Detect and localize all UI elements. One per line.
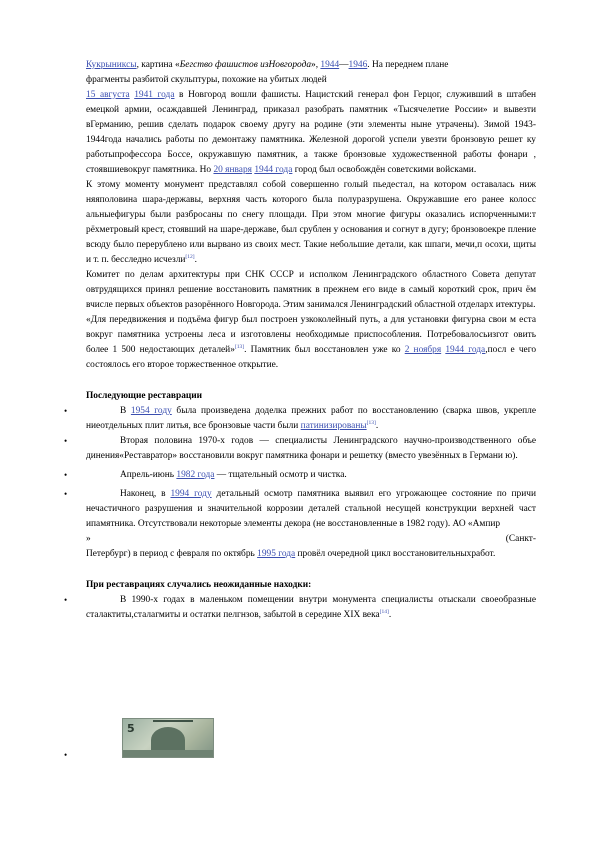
bullet-icon: • (64, 470, 68, 480)
link-year-1994[interactable]: 1994 году (170, 489, 212, 499)
paragraph-text: ,посл е чего состоялось его второе торжественное открытие. (86, 345, 537, 370)
bullet-icon: • (64, 436, 68, 446)
caption-line2: фрагменты разбитой скульптуры, похожие на убитых людей (86, 75, 327, 85)
intro-caption (86, 58, 536, 88)
document-body (64, 58, 537, 623)
banknote-image (122, 718, 214, 758)
item-text: провёл очередной цикл восстановительныхработ. (295, 549, 496, 559)
paragraph-text: К этому моменту монумент представлял собой совершенно голый пьедестал, на котором оставалась ниж няяполовина шара-державы, верхняя часть которого была полуразрушена. Окружавшие его ранее колосс альныефигуры были разбросаны по снегу площади. При этом многие фигуры оказались испорченными:т рёхметровый крест, стоявший на шаре-державе, был срублен у основания и согнут в дугу; бронзовоекре пление всюду было перерублено или вырвано из своих мест. Такие небольшие детали, как шпаги, мечи,п осохи, щиты и т. п. бесследно исчезли (86, 180, 536, 265)
link-year-1944-reopening[interactable]: 1944 года (445, 345, 486, 355)
paragraph-text: Комитет по делам архитектуры при СНК СССР и исполком Ленинградского областного Совета депутат овтрудящихся принял решение восстановить памятник в прежнем его виде в самый короткий срок, прич ём вчисле первых объектов разорённого Новгорода. Этим занимался Ленинградский областной отделарх итектуры. (86, 270, 536, 310)
item-text: детальный осмотр памятника выявил его угрожающее состояние по причи нечастичного разрушения и значительной коррозии деталей стальной несущей конструкции верхней част ипамятника. Отсутствовали некоторые элементы декора (не восстановленные в 1982 году). АО «Ампир (86, 489, 536, 529)
item-text: — тщательный осмотр и чистка. (214, 470, 347, 480)
bullet-icon: • (64, 595, 68, 605)
link-year-1944[interactable]: 1944 (320, 60, 340, 70)
link-august-15[interactable]: 15 августа (86, 90, 130, 100)
link-year-1944-liberation[interactable]: 1944 года (254, 165, 293, 175)
paragraph-restoration-quote (86, 313, 536, 373)
paragraph-text: в Новгород вошли фашисты. Нацистский генерал фон Герцог, служивший в штабен емецкой армии, осаждавшей Ленинград, приказал разобрать памятник «Тысячелетие России» и вывезти вГерманию, решив сделать подарок своему другу на родине (эти элементы ныне утрачены). Зимой 1943-1944года начались работы по демонтажу памятника. Железной дорогой успели увезти бронзовую решет ку работыпрофессора Боссе, окружавшую памятник, а также бронзовые художественной работы фонари , стоявшиевокруг памятника. Но (86, 90, 536, 175)
link-november-2[interactable]: 2 ноября (404, 345, 442, 355)
item-text: . (375, 421, 379, 431)
link-kukryniksy[interactable]: Кукрыниксы (86, 60, 137, 70)
bullet-icon: • (64, 489, 68, 499)
item-text: Наконец, в (120, 489, 171, 499)
list-item (64, 487, 536, 562)
paragraph-text: . Памятник был восстановлен уже ко (244, 345, 405, 355)
footnote-link-13b[interactable]: [13] (366, 419, 376, 426)
paragraph-text: «Для передвижения и подъёма фигур был построен узкоколейный путь, а для установки фигурна свои м еста вокруг памятника устроены леса и изготовлены необходимые приспособления. Потребовалосьизгот овить более 1 500 недостающих деталей» (86, 315, 536, 355)
paragraph-committee (86, 268, 536, 313)
footnote-ref[interactable] (380, 609, 389, 615)
restorations-list (64, 404, 536, 562)
footnote-ref[interactable] (367, 420, 376, 426)
finds-list (64, 593, 536, 623)
link-year-1995[interactable]: 1995 года (257, 549, 296, 559)
link-january-20[interactable]: 20 января (213, 165, 252, 175)
link-year-1941[interactable]: 1941 года (134, 90, 175, 100)
item-text: . (388, 610, 392, 620)
banknote-denomination: 5 (127, 722, 135, 735)
item-text: была произведена доделка прежних работ по восстановлению (сварка швов, укрепле ниеотдельных плит литья, все бронзовые части были (86, 406, 536, 431)
footnote-link-13[interactable]: [13] (234, 343, 245, 350)
item-text: Апрель-июнь (120, 470, 177, 480)
banknote-header-stripe (153, 720, 193, 722)
item-text: В 1990-х годах в маленьком помещении внутри монумента специалисты отыскали своеобразные сталактиты,сталагмиты и остатки пелгнзов, забытой в середине XIX века (86, 595, 536, 620)
banknote-bottom-band (123, 750, 213, 757)
item-text: В (120, 406, 131, 416)
bullet-icon: • (64, 406, 68, 416)
list-item (64, 468, 536, 483)
caption-text: . На переднем плане (367, 60, 449, 70)
caption-text: », (311, 60, 321, 70)
footnote-ref[interactable] (185, 254, 194, 260)
paragraph-damage (86, 178, 536, 268)
list-item (64, 434, 536, 464)
heading-finds: При реставрациях случались неожиданные находки: (86, 580, 312, 590)
link-year-1982[interactable]: 1982 года (176, 470, 215, 480)
link-patinated[interactable]: патинизированы (300, 421, 367, 431)
caption-text: , картина « (136, 60, 180, 70)
footnote-ref[interactable] (235, 344, 244, 350)
city-text: (Санкт- (505, 534, 536, 544)
item-text: Петербург) в период с февраля по октябрь (86, 549, 258, 559)
heading-restorations: Последующие реставрации (86, 391, 203, 401)
quote-city-line (86, 532, 536, 547)
paragraph-occupation (86, 88, 536, 178)
caption-dash: — (339, 60, 349, 70)
paragraph-text: город был освобождён советскими войсками. (292, 165, 477, 175)
footnote-link-14[interactable]: [14] (379, 608, 389, 615)
list-item (64, 404, 536, 434)
quote-close: » (86, 534, 91, 544)
list-item (64, 593, 536, 623)
link-year-1946[interactable]: 1946 (348, 60, 368, 70)
bullet-icon: • (64, 750, 68, 760)
item-text: Вторая половина 1970-х годов — специалисты Ленинградского научно-производственного объе динения«Реставратор» восстановили вокруг памятника фонари и решетку (вместо увезённых в Германи ю). (86, 436, 536, 461)
link-year-1954[interactable]: 1954 году (130, 406, 172, 416)
footnote-link-12[interactable]: [12] (185, 253, 195, 260)
paragraph-text: . (194, 255, 197, 265)
painting-title: Бегство фашистов изНовгорода (179, 60, 312, 70)
